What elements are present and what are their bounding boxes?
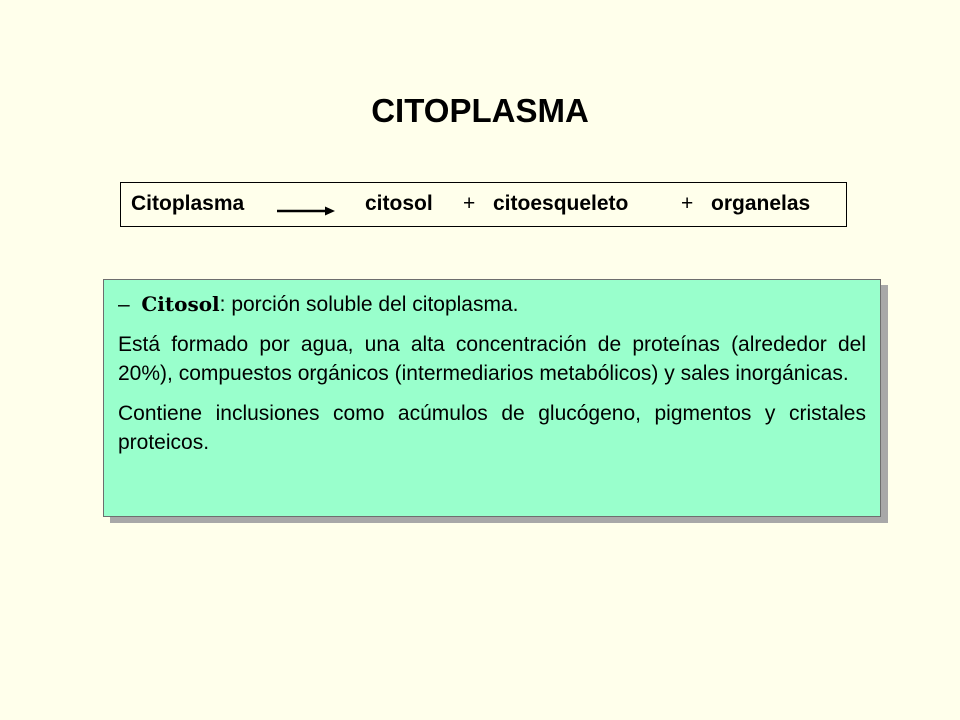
definition-paragraph: Está formado por agua, una alta concentración de proteínas (alrededor del 20%), compuestos orgánicos (intermediarios metabólicos) y sales inorgánicas.: [118, 333, 866, 385]
equation-left-term: Citoplasma: [131, 192, 245, 215]
equation-part-citosol: citosol: [365, 192, 433, 215]
term-citosol: Citosol: [141, 292, 220, 316]
right-arrow-icon: [277, 205, 335, 217]
bullet-dash: –: [118, 293, 130, 316]
equation-box: [120, 182, 847, 227]
definition-heading: [118, 290, 866, 319]
definition-paragraph: Contiene inclusiones como acúmulos de glucógeno, pigmentos y cristales proteicos.: [118, 402, 866, 454]
slide-title: CITOPLASMA: [371, 92, 589, 129]
term-description: : porción soluble del citoplasma.: [219, 293, 519, 316]
plus-sign: +: [681, 192, 694, 215]
equation-part-organelas: organelas: [711, 192, 811, 215]
definition-box: [103, 279, 881, 517]
plus-sign: +: [463, 192, 476, 215]
equation-part-citoesqueleto: citoesqueleto: [493, 192, 629, 215]
